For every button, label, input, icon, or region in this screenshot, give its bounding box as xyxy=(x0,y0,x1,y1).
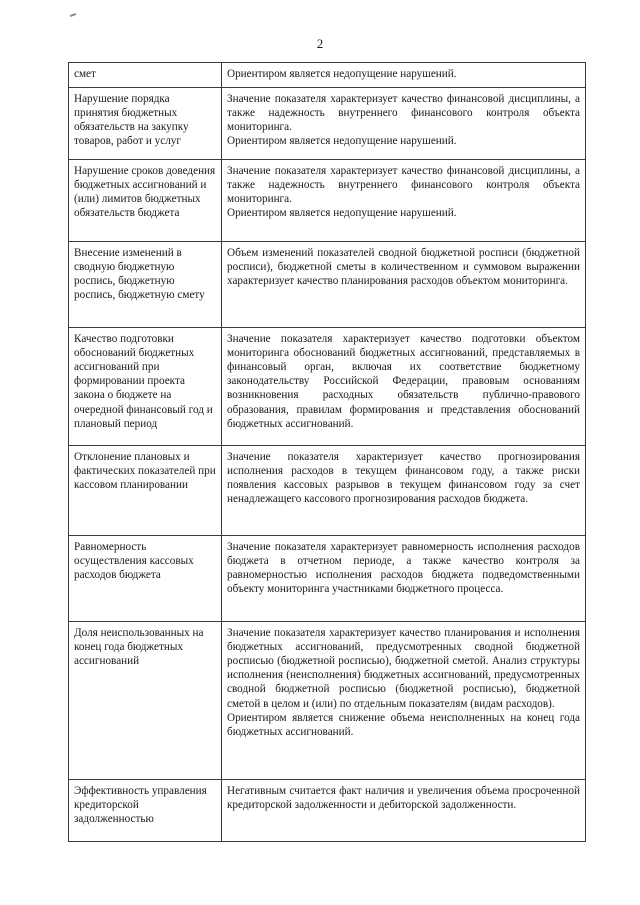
indicator-description xyxy=(222,63,586,88)
table-row xyxy=(69,446,586,536)
description-paragraph: Объем изменений показателей сводной бюджетной росписи (бюджетной росписи), бюджетной сметы в количественном и суммовом выражении характеризует качество планирования расходов объектом мониторинга. xyxy=(227,247,580,288)
indicator-name: Нарушение порядка принятия бюджетных обязательств на закупку товаров, работ и услуг xyxy=(69,88,222,160)
description-paragraph: Значение показателя характеризует качество финансовой дисциплины, а также надежность внутреннего финансового контроля объекта мониторинга. xyxy=(227,165,580,206)
table-row xyxy=(69,160,586,242)
indicator-name: смет xyxy=(69,63,222,88)
description-paragraph: Значение показателя характеризует качество подготовки объектом мониторинга обоснований бюджетных ассигнований, представляемых в финансовый орган, включая их соответствие бюджетному законодательству Российской Федерации, правовым основаниям возникновения расходных обязательств публично-правового образования, правилам формирования и представления обоснований бюджетных ассигнований. xyxy=(227,333,580,430)
description-paragraph: Значение показателя характеризует равномерность исполнения расходов бюджета в отчетном периоде, а также качество контроля за равномерностью исполнения расходов бюджета подведомственными объекту мониторинга участниками бюджетного процесса. xyxy=(227,541,580,596)
indicators-table xyxy=(68,62,586,842)
indicator-description xyxy=(222,446,586,536)
indicator-name: Доля неиспользованных на конец года бюджетных ассигнований xyxy=(69,622,222,780)
table-row xyxy=(69,242,586,328)
indicator-description xyxy=(222,328,586,446)
table-row xyxy=(69,780,586,842)
scan-speck xyxy=(70,13,76,17)
description-paragraph: Ориентиром является недопущение нарушений. xyxy=(227,135,457,148)
indicator-name: Равномерность осуществления кассовых расходов бюджета xyxy=(69,536,222,622)
description-paragraph: Значение показателя характеризует качество планирования и исполнения бюджетных ассигнований, предусмотренных сводной бюджетной росписью (бюджетной росписью), бюджетной сметой. Анализ структуры исполнения (неисполнения) бюджетных ассигнований, предусмотренных сводной бюджетной росписью (бюджетной росписью), бюджетной сметой в целом и (или) по отдельным показателям (видам расходов). xyxy=(227,627,580,710)
indicator-description xyxy=(222,88,586,160)
table-row xyxy=(69,328,586,446)
table-row xyxy=(69,63,586,88)
indicator-name: Эффективность управления кредиторской задолженностью xyxy=(69,780,222,842)
table-row xyxy=(69,536,586,622)
description-paragraph: Ориентиром является недопущение нарушений. xyxy=(227,207,457,220)
indicator-description xyxy=(222,160,586,242)
description-paragraph: Негативным считается факт наличия и увеличения объема просроченной кредиторской задолженности и дебиторской задолженности. xyxy=(227,785,580,812)
indicator-name: Внесение изменений в сводную бюджетную роспись, бюджетную роспись, бюджетную смету xyxy=(69,242,222,328)
indicator-description xyxy=(222,242,586,328)
indicator-description xyxy=(222,780,586,842)
table-row xyxy=(69,622,586,780)
indicator-description xyxy=(222,622,586,780)
description-paragraph: Значение показателя характеризует качество финансовой дисциплины, а также надежность внутреннего финансового контроля объекта мониторинга. xyxy=(227,93,580,134)
description-paragraph: Ориентиром является недопущение нарушений. xyxy=(227,68,457,80)
indicator-description xyxy=(222,536,586,622)
description-paragraph: Значение показателя характеризует качество прогнозирования исполнения расходов в текущем финансовом году, а также риски появления кассовых разрывов в текущем финансовом году за счет ненадлежащего кассового прогнозирования расходов бюджета. xyxy=(227,451,580,506)
indicator-name: Качество подготовки обоснований бюджетных ассигнований при формировании проекта закона о бюджете на очередной финансовый год и плановый период xyxy=(69,328,222,446)
indicator-name: Нарушение сроков доведения бюджетных ассигнований и (или) лимитов бюджетных обязательств бюджета xyxy=(69,160,222,242)
table-row xyxy=(69,88,586,160)
description-paragraph: Ориентиром является снижение объема неисполненных на конец года бюджетных ассигнований. xyxy=(227,711,580,738)
page-number: 2 xyxy=(316,36,324,51)
indicator-name: Отклонение плановых и фактических показателей при кассовом планировании xyxy=(69,446,222,536)
